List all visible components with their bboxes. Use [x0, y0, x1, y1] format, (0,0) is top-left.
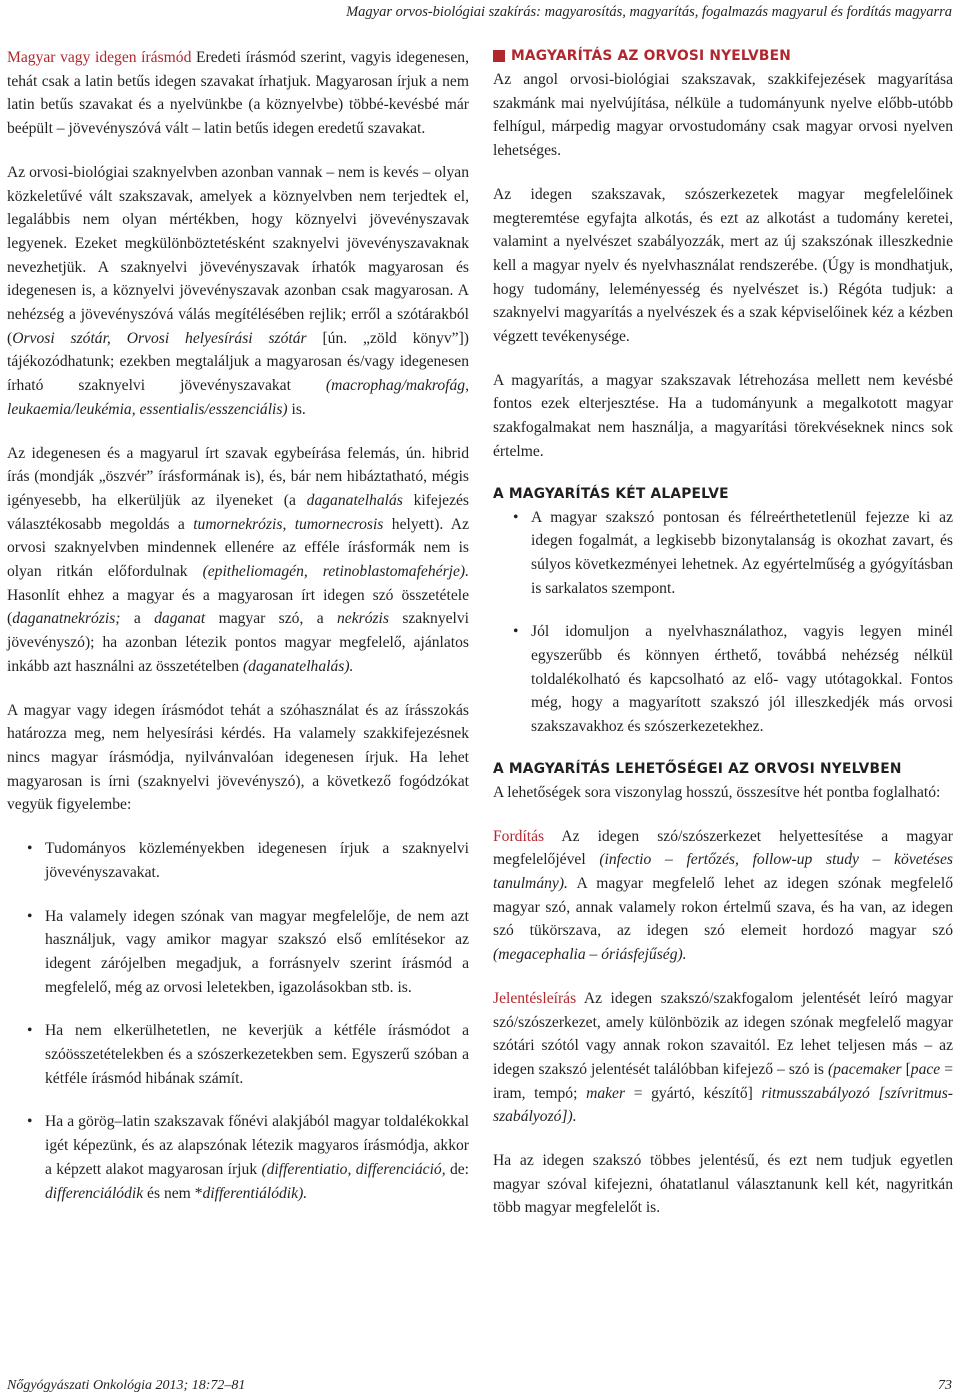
- paragraph-lead-red: Jelentésleírás: [493, 989, 577, 1007]
- text-run: [: [901, 1060, 911, 1078]
- text-run: = iram, tempó;: [493, 1060, 953, 1102]
- journal-citation: Nőgyógyászati Onkológia 2013; 18:72–81: [7, 1378, 246, 1393]
- text-run: helyett). Az orvosi szaknyelvben mindennek ellenére az efféle írásformák nem is olyan ritkán előfordulnak: [7, 515, 469, 581]
- italic-run: (macrophag/makrofág, leukaemia/leukémia, essentialis/esszenciális): [7, 377, 469, 418]
- italic-run: maker: [586, 1084, 626, 1102]
- italic-run: differenciálódik: [45, 1184, 144, 1202]
- paragraph-written-form: [7, 46, 469, 141]
- list-item: • Ha nem elkerülhetetlen, ne keverjük a kétféle írásmódot a szóösszetételekben és a szószerkezetekben sem. Egyszerű szóban a kétféle írásmód hibának számít.: [7, 1019, 469, 1090]
- running-head: Magyar orvos-biológiai szakírás: magyarosítás, magyarítás, fogalmazás magyarul és fordítás magyarra: [346, 4, 952, 20]
- italic-run: differentiálódik).: [202, 1184, 308, 1202]
- paragraph-translation: [493, 825, 953, 967]
- italic-run: tumornekrózis, tumornecrosis: [193, 515, 384, 533]
- italic-run: Orvosi szótár, Orvosi helyesírási szótár: [12, 329, 307, 347]
- text-run: Az idegen szó/szószerkezet helyettesítése a magyar megfelelőjével: [493, 827, 953, 869]
- list-item: • Jól idomuljon a nyelvhasználathoz, vagyis legyen minél egyszerűbb és könnyen érthető, továbbá nehézség nélkül toldalékolható és kapcsolható az elő- vagy utótagokkal. Fontos még, hogy a magyarított szakszó jól illeszkedjék más orvosi szakszavakhoz és szószerkezetekhez.: [493, 620, 953, 739]
- section-heading-text: MAGYARÍTÁS AZ ORVOSI NYELVBEN: [511, 48, 791, 64]
- italic-run: (infectio – fertőzés, follow-up study – követéses tanulmány).: [493, 851, 953, 892]
- italic-run: ritmusszabályozó [szívritmus-szabályozó]).: [493, 1084, 953, 1126]
- paragraph-possibilities: A lehetőségek sora viszonylag hosszú, összesítve hét pontba foglalható:: [493, 783, 941, 801]
- text-run: de:: [445, 1160, 469, 1178]
- list-item: • Tudományos közleményekben idegenesen írjuk a szaknyelvi jövevényszavakat.: [7, 837, 469, 884]
- paragraph-text: Eredeti írásmód szerint, vagyis idegenesen, tehát csak a latin betűs idegen szavakat írhatjuk. Magyarosan írjuk a nem latin betűs szavakat és a nyelvünkbe (a köznyelvbe) többé-kevésbé már beépült – jövevényszóvá vált – latin betűs idegen eredetű szavakat.: [7, 49, 469, 138]
- paragraph-multiple-meaning: Ha az idegen szakszó többes jelentésű, és ezt nem tudjuk egyetlen magyar szóval kifejezni, óhatatlanul választanunk kell két, nagyritkán több magyar megfelelőt is.: [493, 1152, 953, 1217]
- section-heading-possibilities: A MAGYARÍTÁS LEHETŐSÉGEI AZ ORVOSI NYELVBEN: [493, 760, 902, 777]
- text-run: Ha a görög–latin szakszavak főnévi alakjából magyar toldalékokkal igét képezünk, és az alapszónak létezik magyaros írásmódja, akkor a képzett alakot magyarosan írjuk: [45, 1113, 469, 1178]
- text-run: is.: [287, 400, 306, 418]
- text-run: és nem *: [143, 1184, 203, 1202]
- text-run: = gyártó, készítő]: [625, 1084, 762, 1102]
- list-item: • A magyar szakszó pontosan és félreérthetetlenül fejezze ki az idegen fogalmát, a legkisebb bizonytalanság is okozhat zavart, és súlyos következményei lehetnek. Az egyértelműség a gyógyításban is sarkalatos szempont.: [493, 506, 953, 601]
- paragraph-usage-decides: A magyar vagy idegen írásmódot tehát a szóhasználat és az írásszokás határozza meg, nem helyesírási kérdés. Ha valamely szakkifejezésnek nincs magyar írásmódja, nyilvánvalóan idegenesen írjuk. Ha lehet magyarosan is írni (szaknyelvi jövevényszó), a következő fogódzókat vegyük figyelembe:: [7, 701, 469, 814]
- guideline-list: [7, 837, 469, 1205]
- text-run: a: [120, 610, 155, 628]
- italic-run: (differentiatio, differenciáció,: [261, 1160, 446, 1178]
- section-heading-principles: A MAGYARÍTÁS KÉT ALAPELVE: [493, 485, 729, 502]
- italic-run: daganat: [154, 610, 206, 628]
- principles-list: [493, 506, 953, 739]
- italic-run: nekrózis: [336, 610, 389, 628]
- list-item: • Ha valamely idegen szónak van magyar megfelelője, de nem azt használjuk, vagy amikor magyar szakszó első említésekor az idegent zárójelben megadjuk, a forrásnyelv szerint írásmód a megfelelő, még az orvosi leletekben, igazolásokban stb. is.: [7, 905, 469, 1000]
- italic-run: daganatelhalás: [306, 491, 403, 509]
- text-run: szaknyelvi jövevényszó); ha azonban létezik pontos magyar megfelelő, ajánlatos inkább azt használni az összetételben: [7, 610, 469, 675]
- section-heading-magyaritas: [493, 46, 953, 66]
- italic-run: (daganatelhalás).: [242, 657, 354, 675]
- page-number: 73: [938, 1378, 952, 1393]
- text-run: Az idegenesen és a magyarul írt szavak egybeírása felemás, ún. hibrid írás (mondják „öszvér” írásformának is), és, bár nem hibáztatható, mégis igényesebb, ha elkerüljük az ilyeneket (a: [7, 444, 469, 509]
- paragraph-meaning-description: [493, 987, 953, 1129]
- square-bullet-icon: [493, 50, 505, 62]
- paragraph-lead-red: Fordítás: [493, 827, 545, 845]
- list-item: [7, 1110, 469, 1205]
- right-column: [493, 46, 953, 1240]
- text-run: Hasonlít ehhez a magyar és a magyarosan írt idegen szó összetétele (: [7, 586, 469, 628]
- paragraph-creation: Az idegen szakszavak, szószerkezetek magyar megfelelőinek megteremtése egyfajta alkotás, és ezt az alkotást a tudomány keretei, valamint a nyelvészet szabályozzák, mert az új szakszónak illeszkednie kell a magyar nyelv és nyelvhasználat rendszerébe. (Úgy is mondhatjuk, hogy tudomány, leleményesség és nyelvészet is.) Régóta tudjuk: a szaknyelvi magyarítás a nyelvészek és a szak képviselőinek kéz a kézben végzett tevékenysége.: [493, 185, 953, 346]
- paragraph-jargon-loanwords: [7, 161, 469, 422]
- paragraph-hybrid-writing: [7, 442, 469, 679]
- italic-run: (epitheliomagén, retinoblastomafehérje).: [202, 563, 469, 581]
- text-run: [ún. „zöld könyv”]) tájékozódhatunk; ezekben megtaláljuk a magyarosan és/vagy idegenesen írható szaknyelvi jövevényszavakat: [7, 329, 469, 395]
- text-run: kifejezés választékosabb megoldás a: [7, 491, 469, 533]
- paragraph-lead-red: Magyar vagy idegen írásmód: [7, 49, 192, 66]
- paragraph-intro: Az angol orvosi-biológiai szakszavak, szakkifejezések magyarítása szakmánk mai nyelvújítása, nélküle a tudományunk nyelve előbb-utóbb felhígul, márpedig magyar orvostudomány csak magyar orvosi nyelven lehetséges.: [493, 71, 953, 160]
- left-column: [7, 46, 469, 1225]
- text-run: Az orvosi-biológiai szaknyelvben azonban vannak – nem is kevés – olyan közkeletűvé vált szakszavak, amelyek a köznyelvben nem terjedtek el, legalábbis nem olyan mértékben, hogy köznyelvi jövevényszavak legyenek. Ezeket megkülönböztetésként szaknyelvi jövevényszavaknak nevezhetjük. A szaknyelvi jövevényszavak írhatók magyarosan és idegenesen is, a köznyelvi jövevényszavak azonban csak magyarosan. A nehézség a jövevényszóvá válás megítélésében rejlik; erről a szótárakból (: [7, 163, 469, 347]
- italic-run: pace: [910, 1060, 941, 1078]
- paragraph-spread: A magyarítás, a magyar szakszavak létrehozása mellett nem kevésbé fontos ezek elterjesztése. Ha a tudományunk a megalkotott magyar szakfogalmakat nem használja, a magyarítási törekvéseknek nincs sok értelme.: [493, 371, 953, 460]
- text-run: A magyar megfelelő lehet az idegen szónak megfelelő magyar szó, annak valamely rokon értelmű szava, és ha van, az idegen szó tükörszava, az idegen szó elemeit hordozó magyar szó: [493, 874, 953, 940]
- italic-run: (megacephalia – óriásfejűség).: [493, 946, 687, 964]
- italic-run: daganatnekrózis;: [12, 610, 121, 628]
- italic-run: (pacemaker: [827, 1060, 902, 1078]
- text-run: Az idegen szakszó/szakfogalom jelentését leíró magyar szó/szószerkezet, amely különbözik az idegen szónak megfelelő magyar szótári szótól vagy annak rokon szavaitól. Ez lehet teljesen más – az idegen szakszó jelentését találóbban kifejező – szó is: [493, 989, 953, 1078]
- text-run: magyar szó, a: [205, 610, 337, 628]
